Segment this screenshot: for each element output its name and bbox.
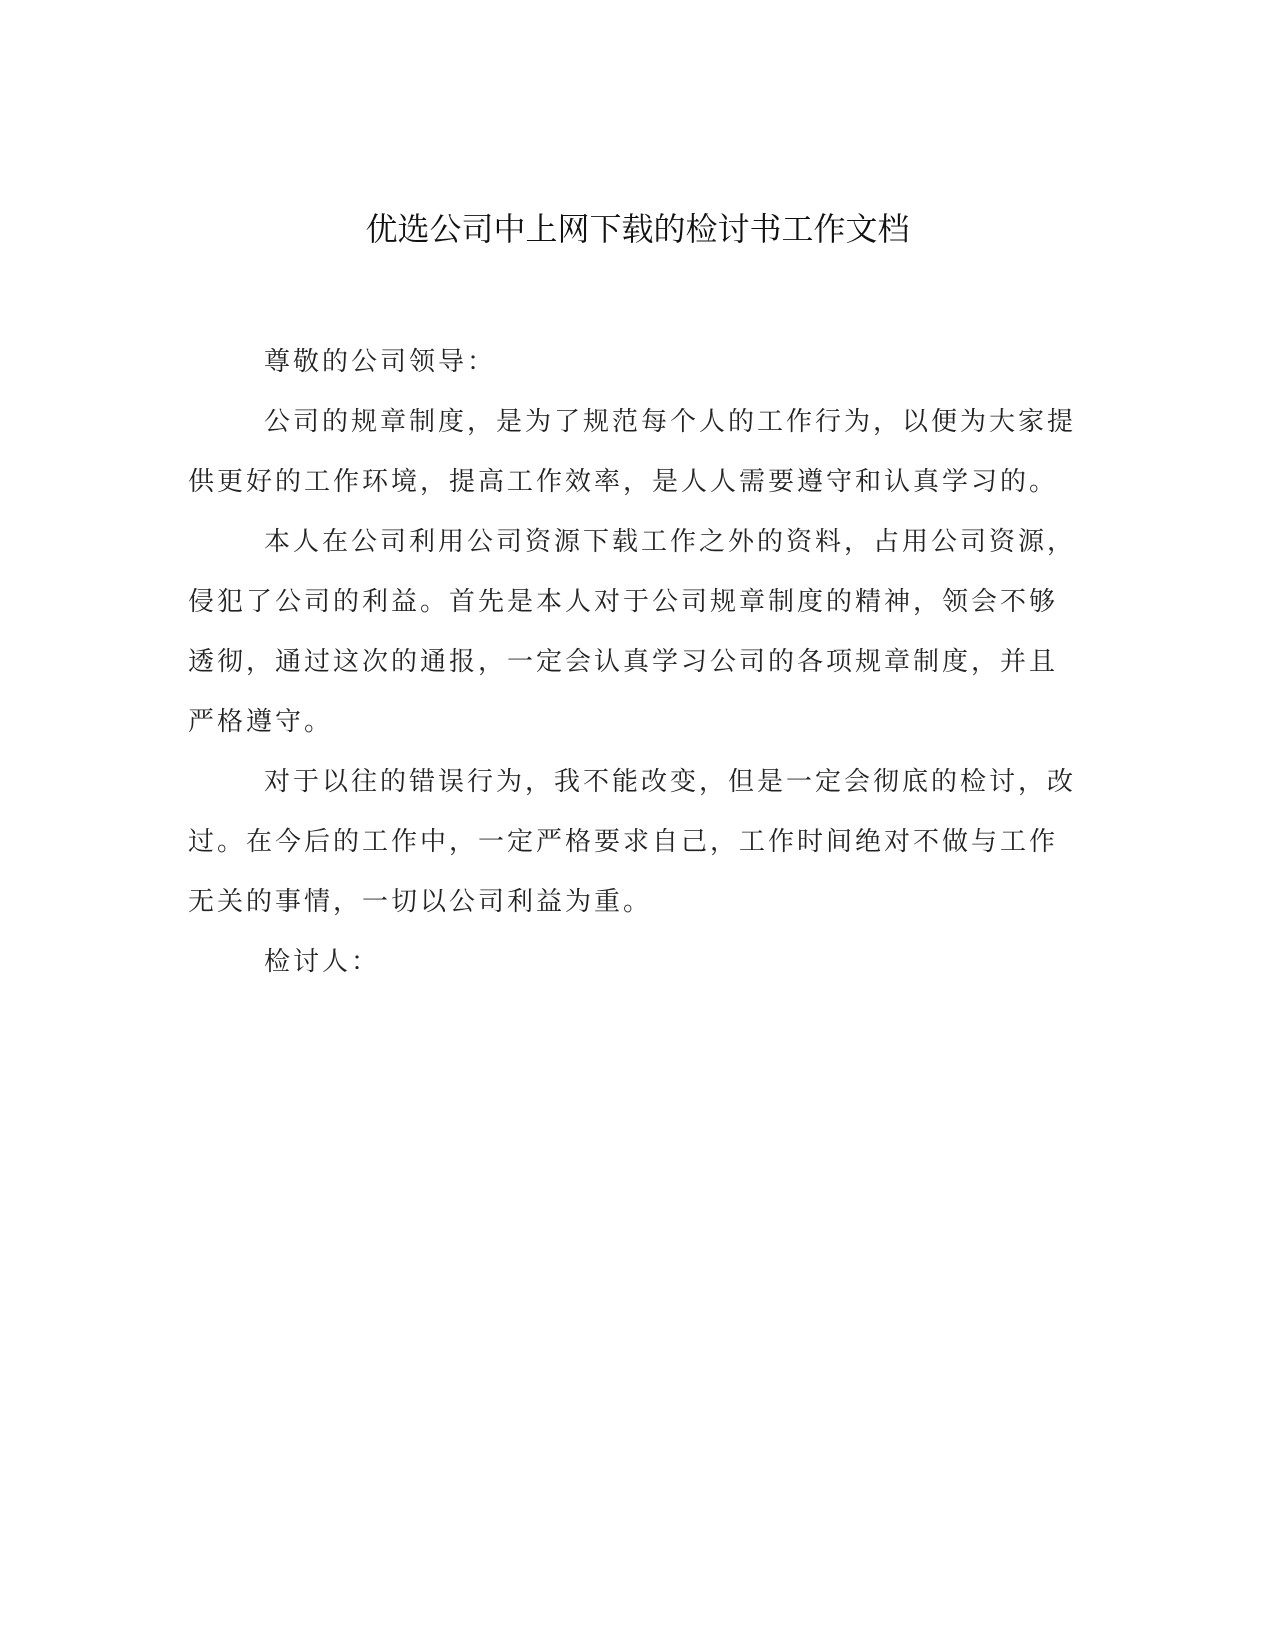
- signature-block: [188, 932, 1088, 992]
- document-body: [188, 332, 1088, 992]
- paragraph-line: 无关的事情，一切以公司利益为重。: [188, 887, 653, 917]
- paragraph-line: 侵犯了公司的利益。首先是本人对于公司规章制度的精神，领会不够: [188, 587, 1059, 617]
- salutation-text: 尊敬的公司领导：: [264, 347, 497, 377]
- signature-label: 检讨人：: [264, 947, 381, 977]
- paragraph-line: 供更好的工作环境，提高工作效率，是人人需要遵守和认真学习的。: [188, 467, 1059, 497]
- paragraph-1: [188, 392, 1088, 512]
- paragraph-line: 透彻，通过这次的通报，一定会认真学习公司的各项规章制度，并且: [188, 647, 1059, 677]
- paragraph-2: [188, 512, 1088, 752]
- paragraph-line: 本人在公司利用公司资源下载工作之外的资料，占用公司资源，: [264, 527, 1077, 557]
- paragraph-line: 对于以往的错误行为，我不能改变，但是一定会彻底的检讨，改: [264, 767, 1077, 797]
- salutation: [188, 332, 1088, 392]
- paragraph-line: 公司的规章制度，是为了规范每个人的工作行为，以便为大家提: [264, 407, 1077, 437]
- document-title: 优选公司中上网下载的检讨书工作文档: [365, 210, 910, 248]
- paragraph-line: 严格遵守。: [188, 707, 334, 737]
- paragraph-line: 过。在今后的工作中，一定严格要求自己，工作时间绝对不做与工作: [188, 827, 1059, 857]
- paragraph-3: [188, 752, 1088, 932]
